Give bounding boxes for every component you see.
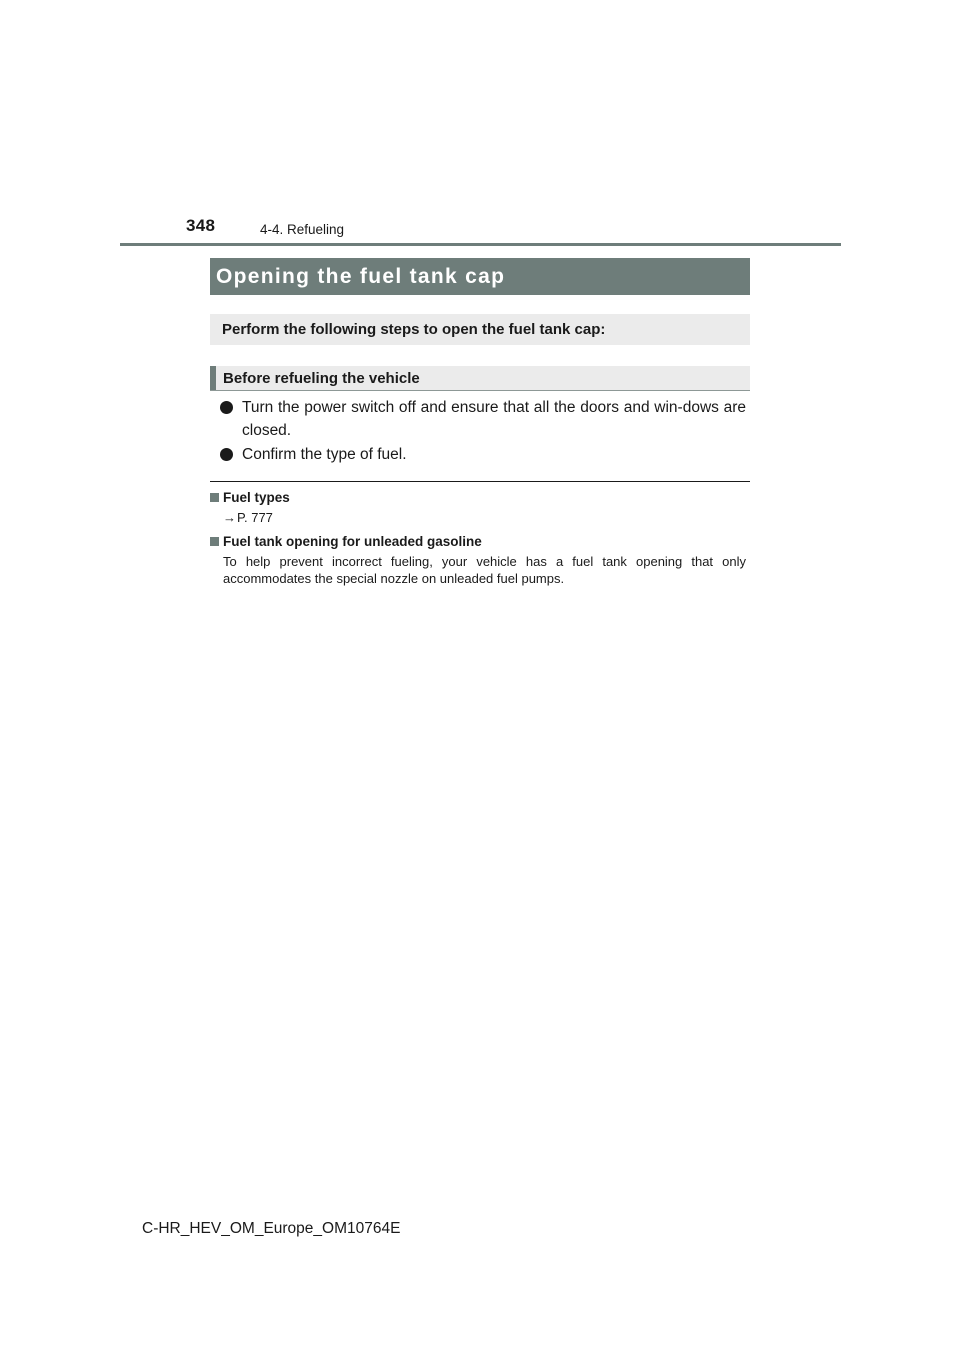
page-reference-link[interactable]: P. 777 [237,510,273,525]
list-item-text: Turn the power switch off and ensure that all the doors and win-dows are closed. [242,399,746,439]
square-bullet-icon [210,537,219,546]
subsection-heading-bar [210,366,750,391]
list-item [220,396,746,442]
note-title-text: Fuel types [223,490,290,505]
arrow-right-icon: → [223,510,236,525]
bullet-list [220,396,746,467]
document-code: C-HR_HEV_OM_Europe_OM10764E [142,1220,401,1237]
list-item-text: Confirm the type of fuel. [242,446,407,463]
note-body: To help prevent incorrect fueling, your vehicle has a fuel tank opening that only accommodates the special nozzle on unleaded fuel pumps. [223,554,746,586]
section-divider [210,481,750,482]
bullet-dot-icon [220,448,233,461]
subsection-heading: Before refueling the vehicle [223,369,420,387]
intro-box [210,314,750,345]
note-title-text: Fuel tank opening for unleaded gasoline [223,534,482,549]
note-title [210,489,746,506]
note-fuel-tank-opening [210,533,746,587]
page-number: 348 [186,216,216,235]
page-title-bar [210,258,750,295]
header-rule [120,243,841,246]
note-title [210,533,746,550]
section-label: 4-4. Refueling [260,222,345,237]
list-item [220,443,746,466]
bullet-dot-icon [220,401,233,414]
square-bullet-icon [210,493,219,502]
page-title: Opening the fuel tank cap [216,264,506,288]
intro-text: Perform the following steps to open the fuel tank cap: [222,321,606,338]
note-reference [210,509,746,526]
note-fuel-types [210,489,746,526]
